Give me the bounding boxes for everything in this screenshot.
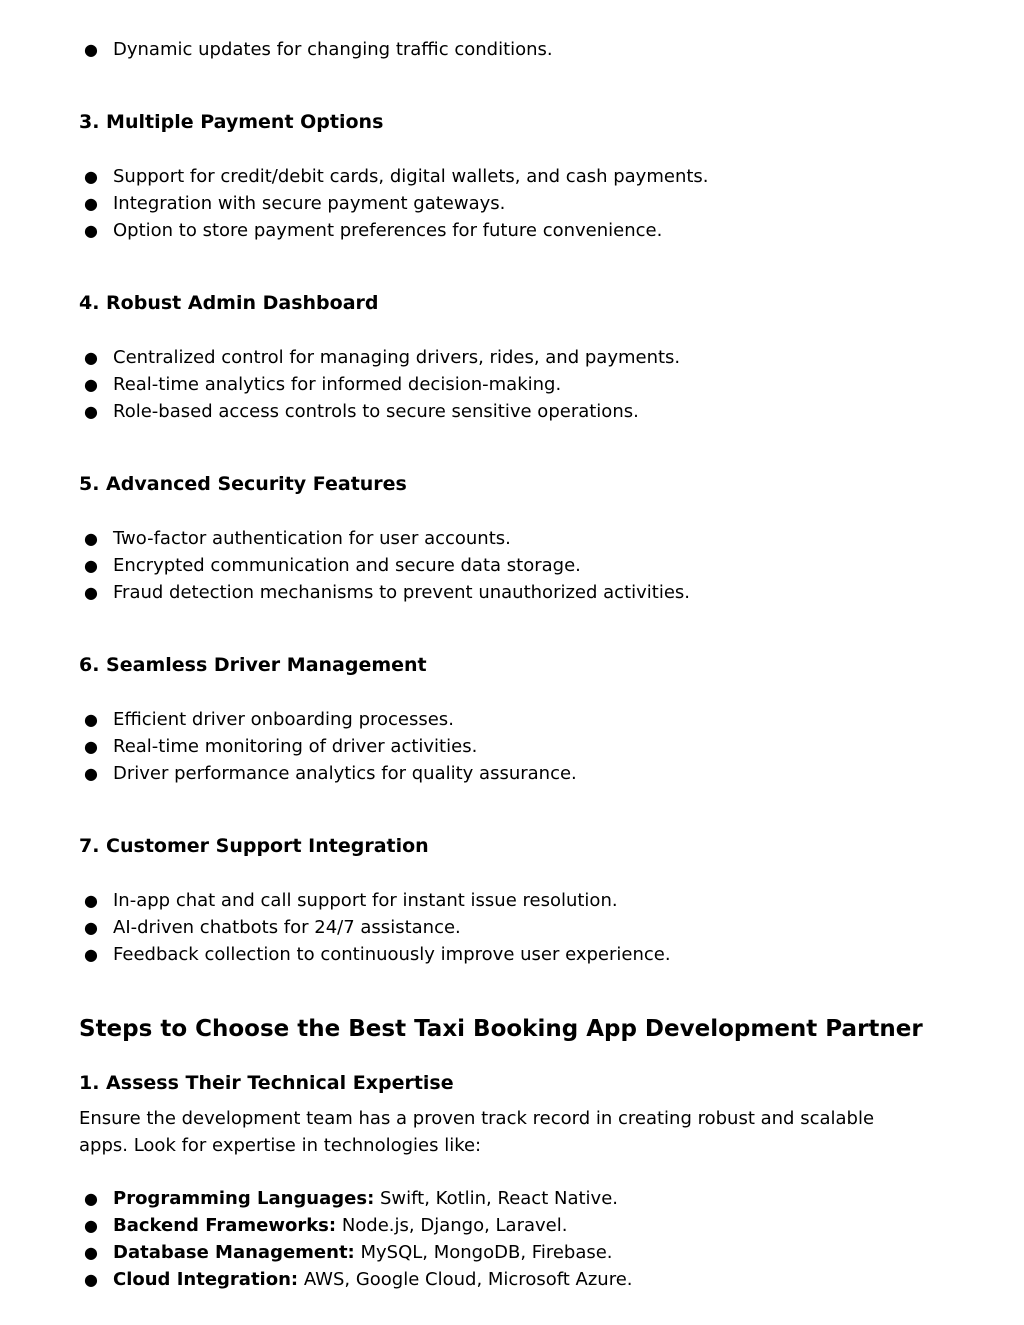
list-item [84, 190, 505, 217]
list-item [84, 941, 671, 968]
tech-label: Database Management: [113, 1242, 355, 1263]
step-heading: 1. Assess Their Technical Expertise [79, 1072, 454, 1094]
list-item-text: AI-driven chatbots for 24/7 assistance. [113, 917, 461, 938]
bullet-icon: ● [84, 1216, 98, 1235]
list-item-text: Driver performance analytics for quality assurance. [113, 763, 577, 784]
list-item [84, 706, 454, 733]
step-paragraph-line: apps. Look for expertise in technologies like: [79, 1135, 482, 1156]
section-heading: 6. Seamless Driver Management [79, 654, 427, 676]
bullet-icon: ● [84, 764, 98, 783]
tech-value: MySQL, MongoDB, Firebase. [354, 1242, 613, 1263]
section-heading: 5. Advanced Security Features [79, 473, 407, 495]
tech-label: Backend Frameworks: [113, 1215, 337, 1236]
list-item [84, 1212, 567, 1239]
list-item [84, 163, 709, 190]
list-item-text: Option to store payment preferences for future convenience. [113, 220, 663, 241]
bullet-icon: ● [84, 402, 98, 421]
tech-value: AWS, Google Cloud, Microsoft Azure. [298, 1269, 633, 1290]
list-item [84, 217, 662, 244]
list-item-text: Feedback collection to continuously improve user experience. [113, 944, 671, 965]
list-item [84, 579, 690, 606]
bullet-icon: ● [84, 583, 98, 602]
bullet-icon: ● [84, 221, 98, 240]
bullet-icon: ● [84, 556, 98, 575]
steps-title: Steps to Choose the Best Taxi Booking App Development Partner [79, 1016, 923, 1042]
section-heading: 4. Robust Admin Dashboard [79, 292, 379, 314]
bullet-icon: ● [84, 1243, 98, 1262]
list-item-text: Real-time monitoring of driver activities. [113, 736, 478, 757]
list-item [84, 371, 561, 398]
tech-label: Cloud Integration: [113, 1269, 299, 1290]
list-item-text: In-app chat and call support for instant issue resolution. [113, 890, 618, 911]
bullet-icon: ● [84, 194, 98, 213]
list-item [84, 344, 680, 371]
bullet-icon: ● [84, 529, 98, 548]
list-item-text: Role-based access controls to secure sensitive operations. [113, 401, 639, 422]
bullet-icon: ● [84, 1270, 98, 1289]
list-item-text: Real-time analytics for informed decision-making. [113, 374, 562, 395]
list-item-text: Integration with secure payment gateways. [113, 193, 506, 214]
bullet-icon: ● [84, 918, 98, 937]
section-heading: 3. Multiple Payment Options [79, 111, 384, 133]
list-item [84, 733, 477, 760]
bullet-icon: ● [84, 1189, 98, 1208]
tech-value: Node.js, Django, Laravel. [336, 1215, 568, 1236]
list-item [84, 36, 553, 63]
bullet-icon: ● [84, 167, 98, 186]
bullet-icon: ● [84, 710, 98, 729]
list-item-text: Dynamic updates for changing traffic conditions. [113, 39, 553, 60]
list-item [84, 1266, 633, 1293]
tech-label: Programming Languages: [113, 1188, 375, 1209]
list-item [84, 760, 577, 787]
bullet-icon: ● [84, 737, 98, 756]
list-item [84, 525, 511, 552]
bullet-icon: ● [84, 945, 98, 964]
list-item [84, 398, 639, 425]
list-item [84, 552, 581, 579]
list-item-text: Two-factor authentication for user accounts. [113, 528, 511, 549]
bullet-icon: ● [84, 891, 98, 910]
section-heading: 7. Customer Support Integration [79, 835, 429, 857]
list-item-text: Encrypted communication and secure data storage. [113, 555, 581, 576]
list-item-text: Support for credit/debit cards, digital wallets, and cash payments. [113, 166, 709, 187]
bullet-icon: ● [84, 348, 98, 367]
list-item-text: Centralized control for managing drivers, rides, and payments. [113, 347, 681, 368]
list-item-text: Efficient driver onboarding processes. [113, 709, 454, 730]
list-item [84, 887, 618, 914]
bullet-icon: ● [84, 375, 98, 394]
bullet-icon: ● [84, 40, 98, 59]
list-item-text: Fraud detection mechanisms to prevent unauthorized activities. [113, 582, 691, 603]
list-item [84, 1185, 618, 1212]
list-item [84, 914, 461, 941]
tech-value: Swift, Kotlin, React Native. [374, 1188, 618, 1209]
list-item [84, 1239, 613, 1266]
step-paragraph-line: Ensure the development team has a proven track record in creating robust and scalable [79, 1108, 875, 1129]
